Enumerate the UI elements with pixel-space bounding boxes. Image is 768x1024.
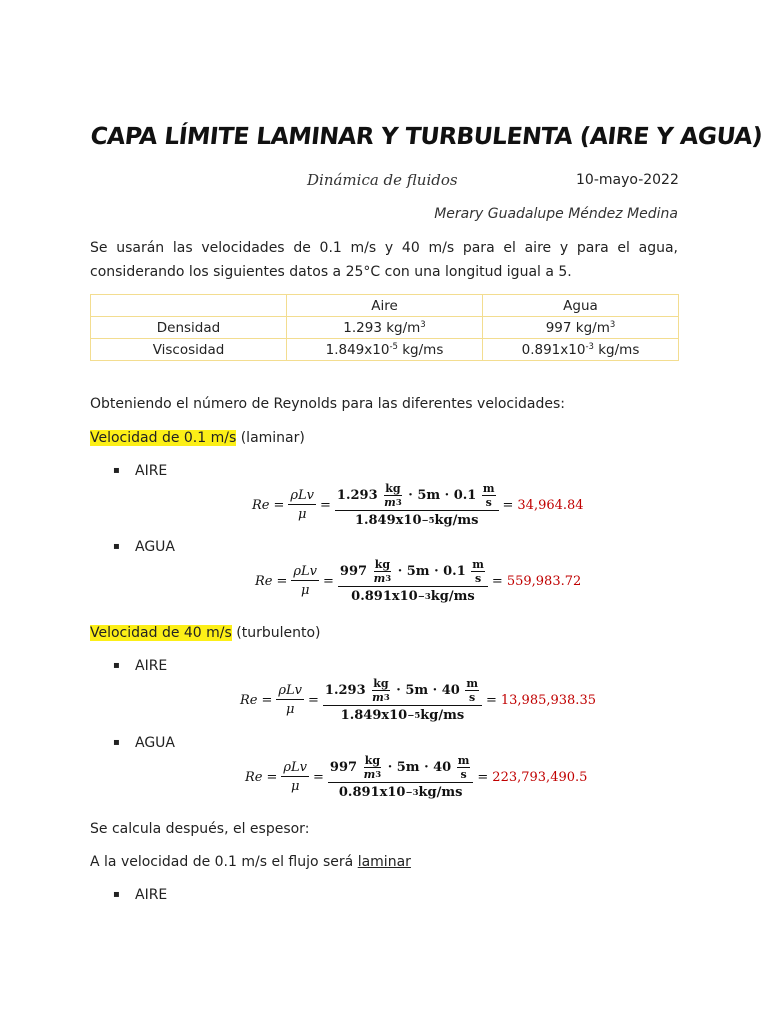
highlight-text: Velocidad de 0.1 m/s — [90, 430, 237, 446]
bullet-label: AGUA — [135, 539, 176, 555]
result-value: 559,983.72 — [506, 573, 582, 589]
equation-laminar-aire: Re = $\frac{\text{ρLv}}{\mu}$ = 1.293 kg m 3 · 5m · 0.1 $\frac{m}{s}$ 1.849x10 −5 kg/ms = 34,964.84 — [252, 482, 584, 528]
document-title: CAPA LÍMITE LAMINAR Y TURBULENTA (AIRE Y AGUA) — [89, 122, 764, 150]
table-cell-aire: $1.849x10^{-5}$ kg/ms — [287, 339, 483, 361]
table-row — [91, 339, 679, 361]
table-header-row — [91, 295, 679, 317]
underlined-word: laminar — [357, 854, 411, 870]
table-header-cell — [91, 295, 287, 317]
square-bullet-icon: ▪ — [113, 660, 120, 671]
final-line: A la velocidad de 0.1 m/s el flujo será laminar — [90, 854, 411, 870]
espesor-line: Se calcula después, el espesor: — [90, 821, 310, 837]
table-row — [91, 317, 679, 339]
table-cell-label: Viscosidad — [91, 339, 287, 361]
bullet-label: AGUA — [135, 735, 176, 751]
table-header-cell: Agua — [483, 295, 679, 317]
square-bullet-icon: ▪ — [113, 889, 120, 900]
table-cell-agua: 997 $kg/m^3$ — [483, 317, 679, 339]
section-heading-turbulento: Velocidad de 40 m/s (turbulento) — [90, 625, 321, 641]
equation-turbulento-agua: Re = $\frac{\text{ρLv}}{\mu}$ = 997 kg m 3 · 5m · 40 $\frac{m}{s}$ 0.891x10 −3 kg/ms = 223,793,490.5 — [245, 754, 588, 800]
table-cell-label: Densidad — [91, 317, 287, 339]
table-cell-agua: $0.891x10^{-3}$ kg/ms — [483, 339, 679, 361]
square-bullet-icon: ▪ — [113, 465, 120, 476]
bullet-label: AIRE — [135, 658, 168, 674]
equation-turbulento-aire: Re = $\frac{\text{ρLv}}{\mu}$ = 1.293 kg m 3 · 5m · 40 $\frac{m}{s}$ 1.849x10 −5 kg/ms = 13,985,938.35 — [240, 677, 596, 723]
result-value: 223,793,490.5 — [492, 769, 588, 785]
document-date: 10-mayo-2022 — [576, 172, 679, 188]
document-subtitle: Dinámica de fluidos — [307, 171, 458, 189]
bullet-label: AIRE — [135, 463, 168, 479]
result-value: 34,964.84 — [517, 497, 584, 513]
table-header-cell: Aire — [287, 295, 483, 317]
highlight-text: Velocidad de 40 m/s — [90, 625, 232, 641]
document-author: Merary Guadalupe Méndez Medina — [434, 206, 678, 222]
intro-paragraph: Se usarán las velocidades de 0.1 m/s y 40 m/s para el aire y para el agua, considerando los siguientes datos a 25°C con una longitud igual a 5. — [90, 240, 678, 280]
equation-laminar-agua: Re = $\frac{\text{ρLv}}{\mu}$ = 997 kg m 3 · 5m · 0.1 $\frac{m}{s}$ 0.891x10 −3 kg/ms = 559,983.72 — [255, 558, 582, 604]
properties-table — [90, 294, 679, 361]
section-heading-laminar: Velocidad de 0.1 m/s (laminar) — [90, 430, 305, 446]
square-bullet-icon: ▪ — [113, 541, 120, 552]
bullet-label: AIRE — [135, 887, 168, 903]
square-bullet-icon: ▪ — [113, 737, 120, 748]
reynolds-intro: Obteniendo el número de Reynolds para las diferentes velocidades: — [90, 396, 565, 412]
table-cell-aire: 1.293 $kg/m^3$ — [287, 317, 483, 339]
result-value: 13,985,938.35 — [500, 692, 596, 708]
